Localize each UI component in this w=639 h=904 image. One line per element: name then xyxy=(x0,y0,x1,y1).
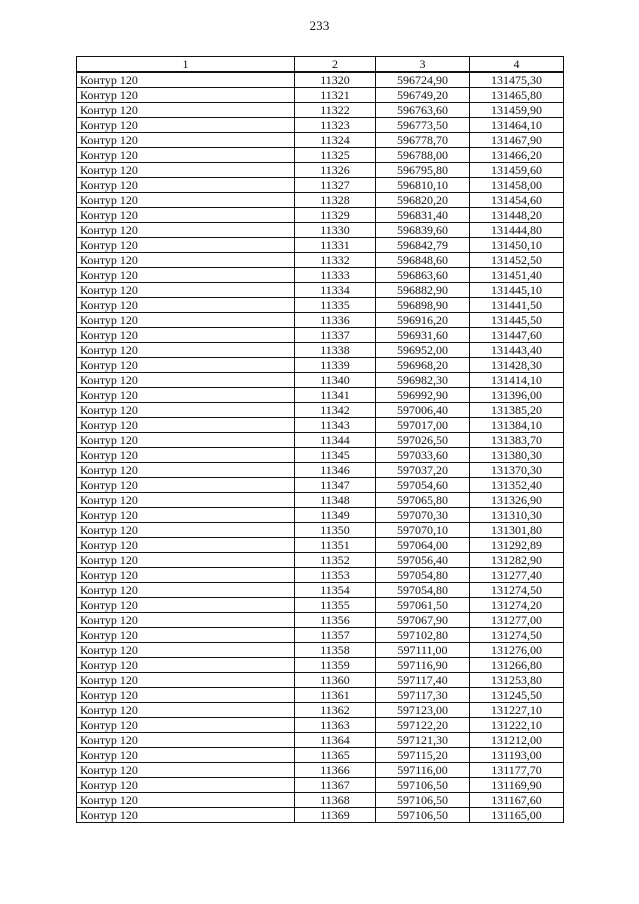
y-coordinate-cell: 131447,60 xyxy=(470,328,564,343)
y-coordinate-cell: 131352,40 xyxy=(470,478,564,493)
point-number-cell: 11323 xyxy=(295,118,376,133)
point-number-cell: 11348 xyxy=(295,493,376,508)
y-coordinate-cell: 131380,30 xyxy=(470,448,564,463)
column-header-2: 2 xyxy=(295,57,376,73)
point-number-cell: 11335 xyxy=(295,298,376,313)
table-row xyxy=(77,403,564,418)
x-coordinate-cell: 596831,40 xyxy=(376,208,470,223)
point-number-cell: 11338 xyxy=(295,343,376,358)
x-coordinate-cell: 596839,60 xyxy=(376,223,470,238)
y-coordinate-cell: 131276,00 xyxy=(470,643,564,658)
table-row xyxy=(77,583,564,598)
table-header-row xyxy=(77,57,564,73)
table-row xyxy=(77,253,564,268)
contour-name-cell: Контур 120 xyxy=(77,163,295,178)
table-row xyxy=(77,763,564,778)
contour-name-cell: Контур 120 xyxy=(77,568,295,583)
x-coordinate-cell: 597122,20 xyxy=(376,718,470,733)
x-coordinate-cell: 597033,60 xyxy=(376,448,470,463)
x-coordinate-cell: 596982,30 xyxy=(376,373,470,388)
table-row xyxy=(77,733,564,748)
x-coordinate-cell: 596898,90 xyxy=(376,298,470,313)
table-row xyxy=(77,508,564,523)
y-coordinate-cell: 131282,90 xyxy=(470,553,564,568)
contour-name-cell: Контур 120 xyxy=(77,298,295,313)
table-row xyxy=(77,598,564,613)
x-coordinate-cell: 596810,10 xyxy=(376,178,470,193)
contour-name-cell: Контур 120 xyxy=(77,538,295,553)
point-number-cell: 11337 xyxy=(295,328,376,343)
x-coordinate-cell: 596882,90 xyxy=(376,283,470,298)
contour-name-cell: Контур 120 xyxy=(77,628,295,643)
y-coordinate-cell: 131370,30 xyxy=(470,463,564,478)
y-coordinate-cell: 131458,00 xyxy=(470,178,564,193)
x-coordinate-cell: 596931,60 xyxy=(376,328,470,343)
x-coordinate-cell: 597102,80 xyxy=(376,628,470,643)
table-row xyxy=(77,223,564,238)
table-row xyxy=(77,448,564,463)
x-coordinate-cell: 597061,50 xyxy=(376,598,470,613)
table-row xyxy=(77,463,564,478)
x-coordinate-cell: 597037,20 xyxy=(376,463,470,478)
point-number-cell: 11352 xyxy=(295,553,376,568)
y-coordinate-cell: 131414,10 xyxy=(470,373,564,388)
x-coordinate-cell: 596916,20 xyxy=(376,313,470,328)
table-row xyxy=(77,298,564,313)
point-number-cell: 11367 xyxy=(295,778,376,793)
point-number-cell: 11330 xyxy=(295,223,376,238)
point-number-cell: 11328 xyxy=(295,193,376,208)
x-coordinate-cell: 596992,90 xyxy=(376,388,470,403)
table-row xyxy=(77,433,564,448)
y-coordinate-cell: 131464,10 xyxy=(470,118,564,133)
x-coordinate-cell: 597117,30 xyxy=(376,688,470,703)
column-header-4: 4 xyxy=(470,57,564,73)
table-row xyxy=(77,373,564,388)
contour-name-cell: Контур 120 xyxy=(77,253,295,268)
table-row xyxy=(77,193,564,208)
y-coordinate-cell: 131227,10 xyxy=(470,703,564,718)
contour-name-cell: Контур 120 xyxy=(77,403,295,418)
table-row xyxy=(77,493,564,508)
y-coordinate-cell: 131441,50 xyxy=(470,298,564,313)
y-coordinate-cell: 131165,00 xyxy=(470,808,564,823)
table-row xyxy=(77,793,564,808)
point-number-cell: 11362 xyxy=(295,703,376,718)
x-coordinate-cell: 597054,80 xyxy=(376,568,470,583)
y-coordinate-cell: 131450,10 xyxy=(470,238,564,253)
contour-name-cell: Контур 120 xyxy=(77,523,295,538)
contour-name-cell: Контур 120 xyxy=(77,808,295,823)
contour-name-cell: Контур 120 xyxy=(77,658,295,673)
y-coordinate-cell: 131274,50 xyxy=(470,583,564,598)
contour-name-cell: Контур 120 xyxy=(77,283,295,298)
x-coordinate-cell: 597056,40 xyxy=(376,553,470,568)
x-coordinate-cell: 597070,30 xyxy=(376,508,470,523)
contour-name-cell: Контур 120 xyxy=(77,763,295,778)
point-number-cell: 11355 xyxy=(295,598,376,613)
point-number-cell: 11369 xyxy=(295,808,376,823)
point-number-cell: 11339 xyxy=(295,358,376,373)
table-row xyxy=(77,283,564,298)
table-row xyxy=(77,478,564,493)
x-coordinate-cell: 597070,10 xyxy=(376,523,470,538)
point-number-cell: 11334 xyxy=(295,283,376,298)
contour-name-cell: Контур 120 xyxy=(77,493,295,508)
x-coordinate-cell: 597117,40 xyxy=(376,673,470,688)
y-coordinate-cell: 131177,70 xyxy=(470,763,564,778)
x-coordinate-cell: 596968,20 xyxy=(376,358,470,373)
table-row xyxy=(77,328,564,343)
contour-name-cell: Контур 120 xyxy=(77,223,295,238)
contour-name-cell: Контур 120 xyxy=(77,373,295,388)
point-number-cell: 11365 xyxy=(295,748,376,763)
y-coordinate-cell: 131274,50 xyxy=(470,628,564,643)
point-number-cell: 11325 xyxy=(295,148,376,163)
x-coordinate-cell: 597115,20 xyxy=(376,748,470,763)
y-coordinate-cell: 131169,90 xyxy=(470,778,564,793)
contour-name-cell: Контур 120 xyxy=(77,133,295,148)
y-coordinate-cell: 131445,50 xyxy=(470,313,564,328)
contour-name-cell: Контур 120 xyxy=(77,733,295,748)
y-coordinate-cell: 131465,80 xyxy=(470,88,564,103)
contour-name-cell: Контур 120 xyxy=(77,778,295,793)
y-coordinate-cell: 131459,90 xyxy=(470,103,564,118)
point-number-cell: 11342 xyxy=(295,403,376,418)
y-coordinate-cell: 131428,30 xyxy=(470,358,564,373)
table-row xyxy=(77,688,564,703)
x-coordinate-cell: 597111,00 xyxy=(376,643,470,658)
y-coordinate-cell: 131448,20 xyxy=(470,208,564,223)
column-header-3: 3 xyxy=(376,57,470,73)
y-coordinate-cell: 131443,40 xyxy=(470,343,564,358)
contour-name-cell: Контур 120 xyxy=(77,793,295,808)
coordinates-table xyxy=(76,56,564,823)
contour-name-cell: Контур 120 xyxy=(77,463,295,478)
y-coordinate-cell: 131444,80 xyxy=(470,223,564,238)
x-coordinate-cell: 596724,90 xyxy=(376,72,470,88)
x-coordinate-cell: 596773,50 xyxy=(376,118,470,133)
contour-name-cell: Контур 120 xyxy=(77,478,295,493)
table-row xyxy=(77,72,564,88)
contour-name-cell: Контур 120 xyxy=(77,418,295,433)
contour-name-cell: Контур 120 xyxy=(77,358,295,373)
table-row xyxy=(77,313,564,328)
table-row xyxy=(77,163,564,178)
y-coordinate-cell: 131383,70 xyxy=(470,433,564,448)
contour-name-cell: Контур 120 xyxy=(77,178,295,193)
y-coordinate-cell: 131253,80 xyxy=(470,673,564,688)
point-number-cell: 11340 xyxy=(295,373,376,388)
point-number-cell: 11345 xyxy=(295,448,376,463)
contour-name-cell: Контур 120 xyxy=(77,313,295,328)
table-row xyxy=(77,778,564,793)
table-row xyxy=(77,748,564,763)
x-coordinate-cell: 596763,60 xyxy=(376,103,470,118)
point-number-cell: 11353 xyxy=(295,568,376,583)
table-row xyxy=(77,148,564,163)
table-row xyxy=(77,703,564,718)
x-coordinate-cell: 596778,70 xyxy=(376,133,470,148)
table-row xyxy=(77,718,564,733)
point-number-cell: 11320 xyxy=(295,72,376,88)
x-coordinate-cell: 597116,90 xyxy=(376,658,470,673)
table-row xyxy=(77,268,564,283)
x-coordinate-cell: 596788,00 xyxy=(376,148,470,163)
y-coordinate-cell: 131277,00 xyxy=(470,613,564,628)
x-coordinate-cell: 596863,60 xyxy=(376,268,470,283)
x-coordinate-cell: 596820,20 xyxy=(376,193,470,208)
x-coordinate-cell: 597067,90 xyxy=(376,613,470,628)
point-number-cell: 11350 xyxy=(295,523,376,538)
table-row xyxy=(77,358,564,373)
y-coordinate-cell: 131396,00 xyxy=(470,388,564,403)
table-row xyxy=(77,118,564,133)
table-row xyxy=(77,643,564,658)
point-number-cell: 11366 xyxy=(295,763,376,778)
contour-name-cell: Контур 120 xyxy=(77,103,295,118)
x-coordinate-cell: 596749,20 xyxy=(376,88,470,103)
contour-name-cell: Контур 120 xyxy=(77,703,295,718)
y-coordinate-cell: 131385,20 xyxy=(470,403,564,418)
point-number-cell: 11360 xyxy=(295,673,376,688)
y-coordinate-cell: 131212,00 xyxy=(470,733,564,748)
y-coordinate-cell: 131467,90 xyxy=(470,133,564,148)
x-coordinate-cell: 597054,80 xyxy=(376,583,470,598)
contour-name-cell: Контур 120 xyxy=(77,328,295,343)
y-coordinate-cell: 131277,40 xyxy=(470,568,564,583)
table-row xyxy=(77,628,564,643)
y-coordinate-cell: 131451,40 xyxy=(470,268,564,283)
y-coordinate-cell: 131301,80 xyxy=(470,523,564,538)
point-number-cell: 11331 xyxy=(295,238,376,253)
x-coordinate-cell: 597121,30 xyxy=(376,733,470,748)
table-row xyxy=(77,133,564,148)
point-number-cell: 11327 xyxy=(295,178,376,193)
x-coordinate-cell: 596848,60 xyxy=(376,253,470,268)
x-coordinate-cell: 597106,50 xyxy=(376,808,470,823)
y-coordinate-cell: 131193,00 xyxy=(470,748,564,763)
contour-name-cell: Контур 120 xyxy=(77,72,295,88)
x-coordinate-cell: 597006,40 xyxy=(376,403,470,418)
table-row xyxy=(77,88,564,103)
y-coordinate-cell: 131292,89 xyxy=(470,538,564,553)
table-row xyxy=(77,208,564,223)
point-number-cell: 11336 xyxy=(295,313,376,328)
contour-name-cell: Контур 120 xyxy=(77,688,295,703)
point-number-cell: 11329 xyxy=(295,208,376,223)
x-coordinate-cell: 597123,00 xyxy=(376,703,470,718)
point-number-cell: 11354 xyxy=(295,583,376,598)
contour-name-cell: Контур 120 xyxy=(77,748,295,763)
y-coordinate-cell: 131326,90 xyxy=(470,493,564,508)
table-row xyxy=(77,658,564,673)
point-number-cell: 11324 xyxy=(295,133,376,148)
y-coordinate-cell: 131274,20 xyxy=(470,598,564,613)
point-number-cell: 11347 xyxy=(295,478,376,493)
table-row xyxy=(77,808,564,823)
x-coordinate-cell: 596795,80 xyxy=(376,163,470,178)
contour-name-cell: Контур 120 xyxy=(77,208,295,223)
y-coordinate-cell: 131475,30 xyxy=(470,72,564,88)
table-row xyxy=(77,538,564,553)
contour-name-cell: Контур 120 xyxy=(77,118,295,133)
x-coordinate-cell: 597116,00 xyxy=(376,763,470,778)
table-row xyxy=(77,418,564,433)
contour-name-cell: Контур 120 xyxy=(77,343,295,358)
contour-name-cell: Контур 120 xyxy=(77,643,295,658)
contour-name-cell: Контур 120 xyxy=(77,148,295,163)
point-number-cell: 11358 xyxy=(295,643,376,658)
y-coordinate-cell: 131167,60 xyxy=(470,793,564,808)
contour-name-cell: Контур 120 xyxy=(77,193,295,208)
table-row xyxy=(77,178,564,193)
y-coordinate-cell: 131245,50 xyxy=(470,688,564,703)
table-row xyxy=(77,343,564,358)
point-number-cell: 11359 xyxy=(295,658,376,673)
contour-name-cell: Контур 120 xyxy=(77,598,295,613)
point-number-cell: 11322 xyxy=(295,103,376,118)
x-coordinate-cell: 596842,79 xyxy=(376,238,470,253)
contour-name-cell: Контур 120 xyxy=(77,508,295,523)
point-number-cell: 11346 xyxy=(295,463,376,478)
x-coordinate-cell: 597064,00 xyxy=(376,538,470,553)
table-row xyxy=(77,568,564,583)
x-coordinate-cell: 597026,50 xyxy=(376,433,470,448)
contour-name-cell: Контур 120 xyxy=(77,583,295,598)
table-body xyxy=(77,72,564,823)
table-row xyxy=(77,523,564,538)
point-number-cell: 11368 xyxy=(295,793,376,808)
contour-name-cell: Контур 120 xyxy=(77,673,295,688)
table-row xyxy=(77,673,564,688)
contour-name-cell: Контур 120 xyxy=(77,388,295,403)
point-number-cell: 11341 xyxy=(295,388,376,403)
y-coordinate-cell: 131384,10 xyxy=(470,418,564,433)
y-coordinate-cell: 131466,20 xyxy=(470,148,564,163)
y-coordinate-cell: 131445,10 xyxy=(470,283,564,298)
point-number-cell: 11321 xyxy=(295,88,376,103)
point-number-cell: 11357 xyxy=(295,628,376,643)
table-row xyxy=(77,613,564,628)
x-coordinate-cell: 597017,00 xyxy=(376,418,470,433)
contour-name-cell: Контур 120 xyxy=(77,433,295,448)
x-coordinate-cell: 597065,80 xyxy=(376,493,470,508)
table-row xyxy=(77,553,564,568)
point-number-cell: 11344 xyxy=(295,433,376,448)
page-number: 233 xyxy=(309,18,330,33)
point-number-cell: 11364 xyxy=(295,733,376,748)
y-coordinate-cell: 131454,60 xyxy=(470,193,564,208)
point-number-cell: 11363 xyxy=(295,718,376,733)
contour-name-cell: Контур 120 xyxy=(77,553,295,568)
table-row xyxy=(77,238,564,253)
point-number-cell: 11332 xyxy=(295,253,376,268)
point-number-cell: 11326 xyxy=(295,163,376,178)
contour-name-cell: Контур 120 xyxy=(77,448,295,463)
contour-name-cell: Контур 120 xyxy=(77,268,295,283)
contour-name-cell: Контур 120 xyxy=(77,613,295,628)
table-row xyxy=(77,388,564,403)
point-number-cell: 11343 xyxy=(295,418,376,433)
x-coordinate-cell: 597054,60 xyxy=(376,478,470,493)
column-header-1: 1 xyxy=(77,57,295,73)
point-number-cell: 11333 xyxy=(295,268,376,283)
y-coordinate-cell: 131452,50 xyxy=(470,253,564,268)
y-coordinate-cell: 131310,30 xyxy=(470,508,564,523)
contour-name-cell: Контур 120 xyxy=(77,238,295,253)
point-number-cell: 11351 xyxy=(295,538,376,553)
point-number-cell: 11361 xyxy=(295,688,376,703)
y-coordinate-cell: 131266,80 xyxy=(470,658,564,673)
point-number-cell: 11356 xyxy=(295,613,376,628)
y-coordinate-cell: 131459,60 xyxy=(470,163,564,178)
x-coordinate-cell: 597106,50 xyxy=(376,778,470,793)
point-number-cell: 11349 xyxy=(295,508,376,523)
x-coordinate-cell: 596952,00 xyxy=(376,343,470,358)
table-row xyxy=(77,103,564,118)
x-coordinate-cell: 597106,50 xyxy=(376,793,470,808)
contour-name-cell: Контур 120 xyxy=(77,718,295,733)
contour-name-cell: Контур 120 xyxy=(77,88,295,103)
y-coordinate-cell: 131222,10 xyxy=(470,718,564,733)
